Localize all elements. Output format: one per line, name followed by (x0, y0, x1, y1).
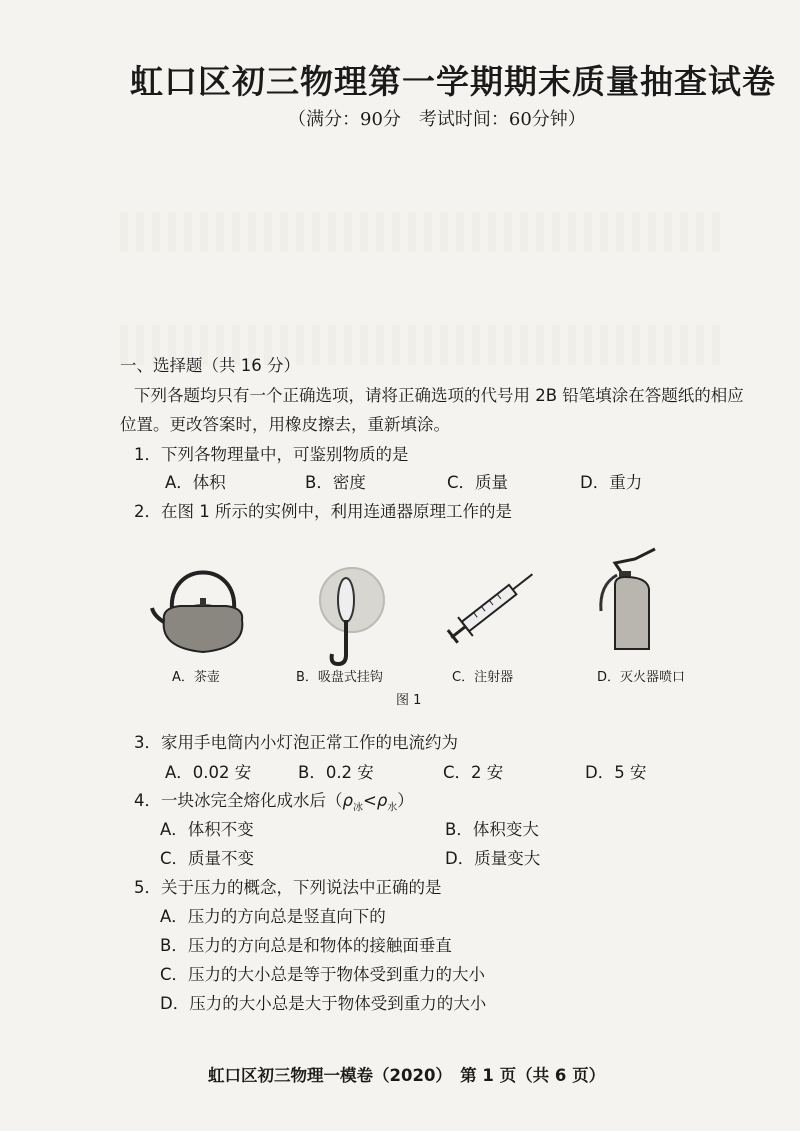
instructions-line-1: 下列各题均只有一个正确选项，请将正确选项的代号用 2B 铅笔填涂在答题纸的相应 (134, 386, 744, 405)
page-subtitle: （满分：90分 考试时间：60分钟） (288, 109, 586, 130)
question-4-option-c: C．质量不变 (160, 849, 255, 868)
question-3-stem: 3．家用手电筒内小灯泡正常工作的电流约为 (134, 733, 458, 752)
question-4-option-b: B．体积变大 (445, 820, 539, 839)
page-title: 虹口区初三物理第一学期期末质量抽查试卷 (130, 62, 776, 101)
question-5-option-b: B．压力的方向总是和物体的接触面垂直 (160, 936, 452, 955)
page-footer: 虹口区初三物理一模卷（2020） 第 1 页（共 6 页） (208, 1066, 606, 1085)
question-1-option-c: C．质量 (447, 473, 509, 492)
question-5-option-a: A．压力的方向总是竖直向下的 (160, 907, 386, 926)
suction-hook-icon (310, 560, 390, 670)
teapot-icon (150, 540, 260, 660)
bleed-through-mark (120, 212, 720, 252)
question-3-option-d: D．5 安 (585, 763, 647, 782)
question-5-option-c: C．压力的大小总是等于物体受到重力的大小 (160, 965, 486, 984)
question-1-option-a: A．体积 (165, 473, 226, 492)
figure-label: 图 1 (396, 693, 422, 708)
syringe-icon (438, 555, 548, 655)
question-5-option-d: D．压力的大小总是大于物体受到重力的大小 (160, 994, 487, 1013)
question-3-option-b: B．0.2 安 (298, 763, 374, 782)
question-5-stem: 5．关于压力的概念，下列说法中正确的是 (134, 878, 442, 897)
question-4-option-a: A．体积不变 (160, 820, 254, 839)
question-4-stem: 4．一块冰完全熔化成水后$(\rho_冰<\rho_水)$ (134, 791, 414, 814)
question-3-option-a: A．0.02 安 (165, 763, 252, 782)
figure-caption-d: D．灭火器喷口 (597, 670, 686, 685)
figure-caption-b: B．吸盘式挂钩 (296, 670, 383, 685)
instructions-line-2: 位置。更改答案时，用橡皮擦去，重新填涂。 (120, 415, 450, 434)
question-4-option-d: D．质量变大 (445, 849, 541, 868)
question-1-option-b: B．密度 (305, 473, 366, 492)
question-2-stem: 2．在图 1 所示的实例中，利用连通器原理工作的是 (134, 502, 512, 521)
question-1-option-d: D．重力 (580, 473, 643, 492)
figure-caption-a: A．茶壶 (172, 670, 220, 685)
question-1-stem: 1．下列各物理量中，可鉴别物质的是 (134, 445, 409, 464)
section-heading: 一、选择题（共 16 分） (120, 356, 300, 375)
fire-extinguisher-icon (595, 545, 675, 655)
figure-caption-c: C．注射器 (452, 670, 514, 685)
question-3-option-c: C．2 安 (443, 763, 504, 782)
